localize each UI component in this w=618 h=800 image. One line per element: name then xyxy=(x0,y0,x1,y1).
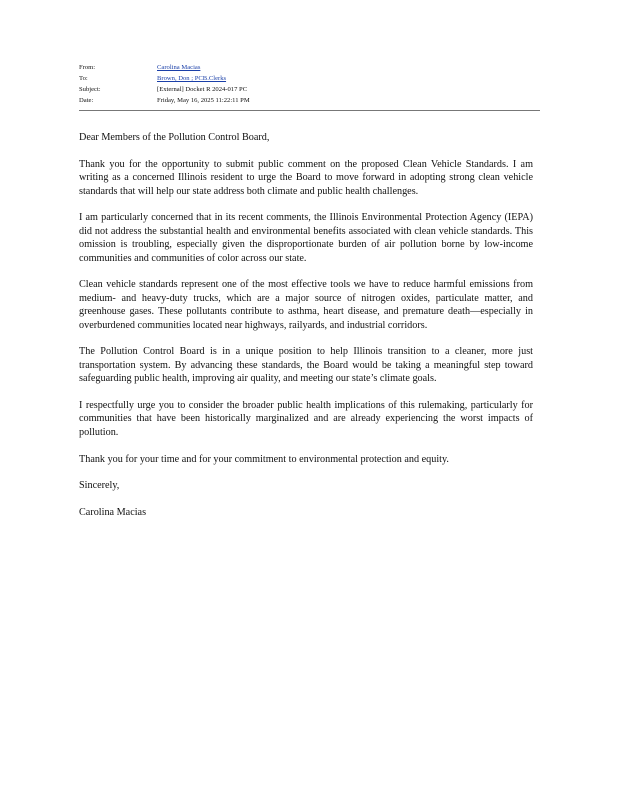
from-label: From: xyxy=(79,64,96,71)
subject-label: Subject: xyxy=(79,86,101,93)
header-row-from xyxy=(79,62,539,73)
date-label: Date: xyxy=(79,97,94,104)
salutation: Dear Members of the Pollution Control Board, xyxy=(79,132,270,143)
body-paragraph: I am particularly concerned that in its recent comments, the Illinois Environmental Protection Agency (IEPA) did not address the substantial health and environmental benefits associated with clean vehicle standards. This omission is troubling, especially given the disproportionate burden of air pollution borne by low-income communities and communities of color across our state. xyxy=(79,212,533,264)
signature-name: Carolina Macias xyxy=(79,507,147,519)
header-row-date xyxy=(79,95,539,106)
to-value-link[interactable]: Brown, Don ; PCB.Clerks xyxy=(157,75,227,82)
body-paragraph: Clean vehicle standards represent one of the most effective tools we have to reduce harmful emissions from medium- and heavy-duty trucks, which are a major source of nitrogen oxides, particulate matter, and greenhouse gases. These pollutants contribute to asthma, heart disease, and premature death—especially in overburdened communities located near highways, railyards, and industrial corridors. xyxy=(79,279,533,331)
body-paragraph: I respectfully urge you to consider the broader public health implications of this rulemaking, particularly for communities that have been historically marginalized and are already experiencing the worst impacts of pollution. xyxy=(79,400,533,438)
body-paragraph: Thank you for your time and for your commitment to environmental protection and equity. xyxy=(79,453,449,465)
body-paragraph: Thank you for the opportunity to submit public comment on the proposed Clean Vehicle Standards. I am writing as a concerned Illinois resident to urge the Board to move forward in adopting strong clean vehicle standards that will help our state address both climate and public health challenges. xyxy=(79,158,533,197)
to-label: To: xyxy=(79,75,88,82)
from-value-link[interactable]: Carolina Macias xyxy=(157,64,201,71)
header-row-subject xyxy=(79,84,539,95)
header-divider xyxy=(79,110,540,111)
body-paragraph: The Pollution Control Board is in a unique position to help Illinois transition to a cleaner, more just transportation system. By advancing these standards, the Board would be taking a meaningful step toward safeguarding public health, improving air quality, and meeting our state’s climate goals. xyxy=(79,346,533,385)
header-row-to xyxy=(79,73,539,84)
letter-body xyxy=(79,131,533,533)
closing: Sincerely, xyxy=(79,480,120,492)
date-value: Friday, May 16, 2025 11:22:11 PM xyxy=(157,97,250,104)
email-header xyxy=(79,62,539,106)
subject-value: [External] Docket R 2024-017 PC xyxy=(157,86,248,93)
